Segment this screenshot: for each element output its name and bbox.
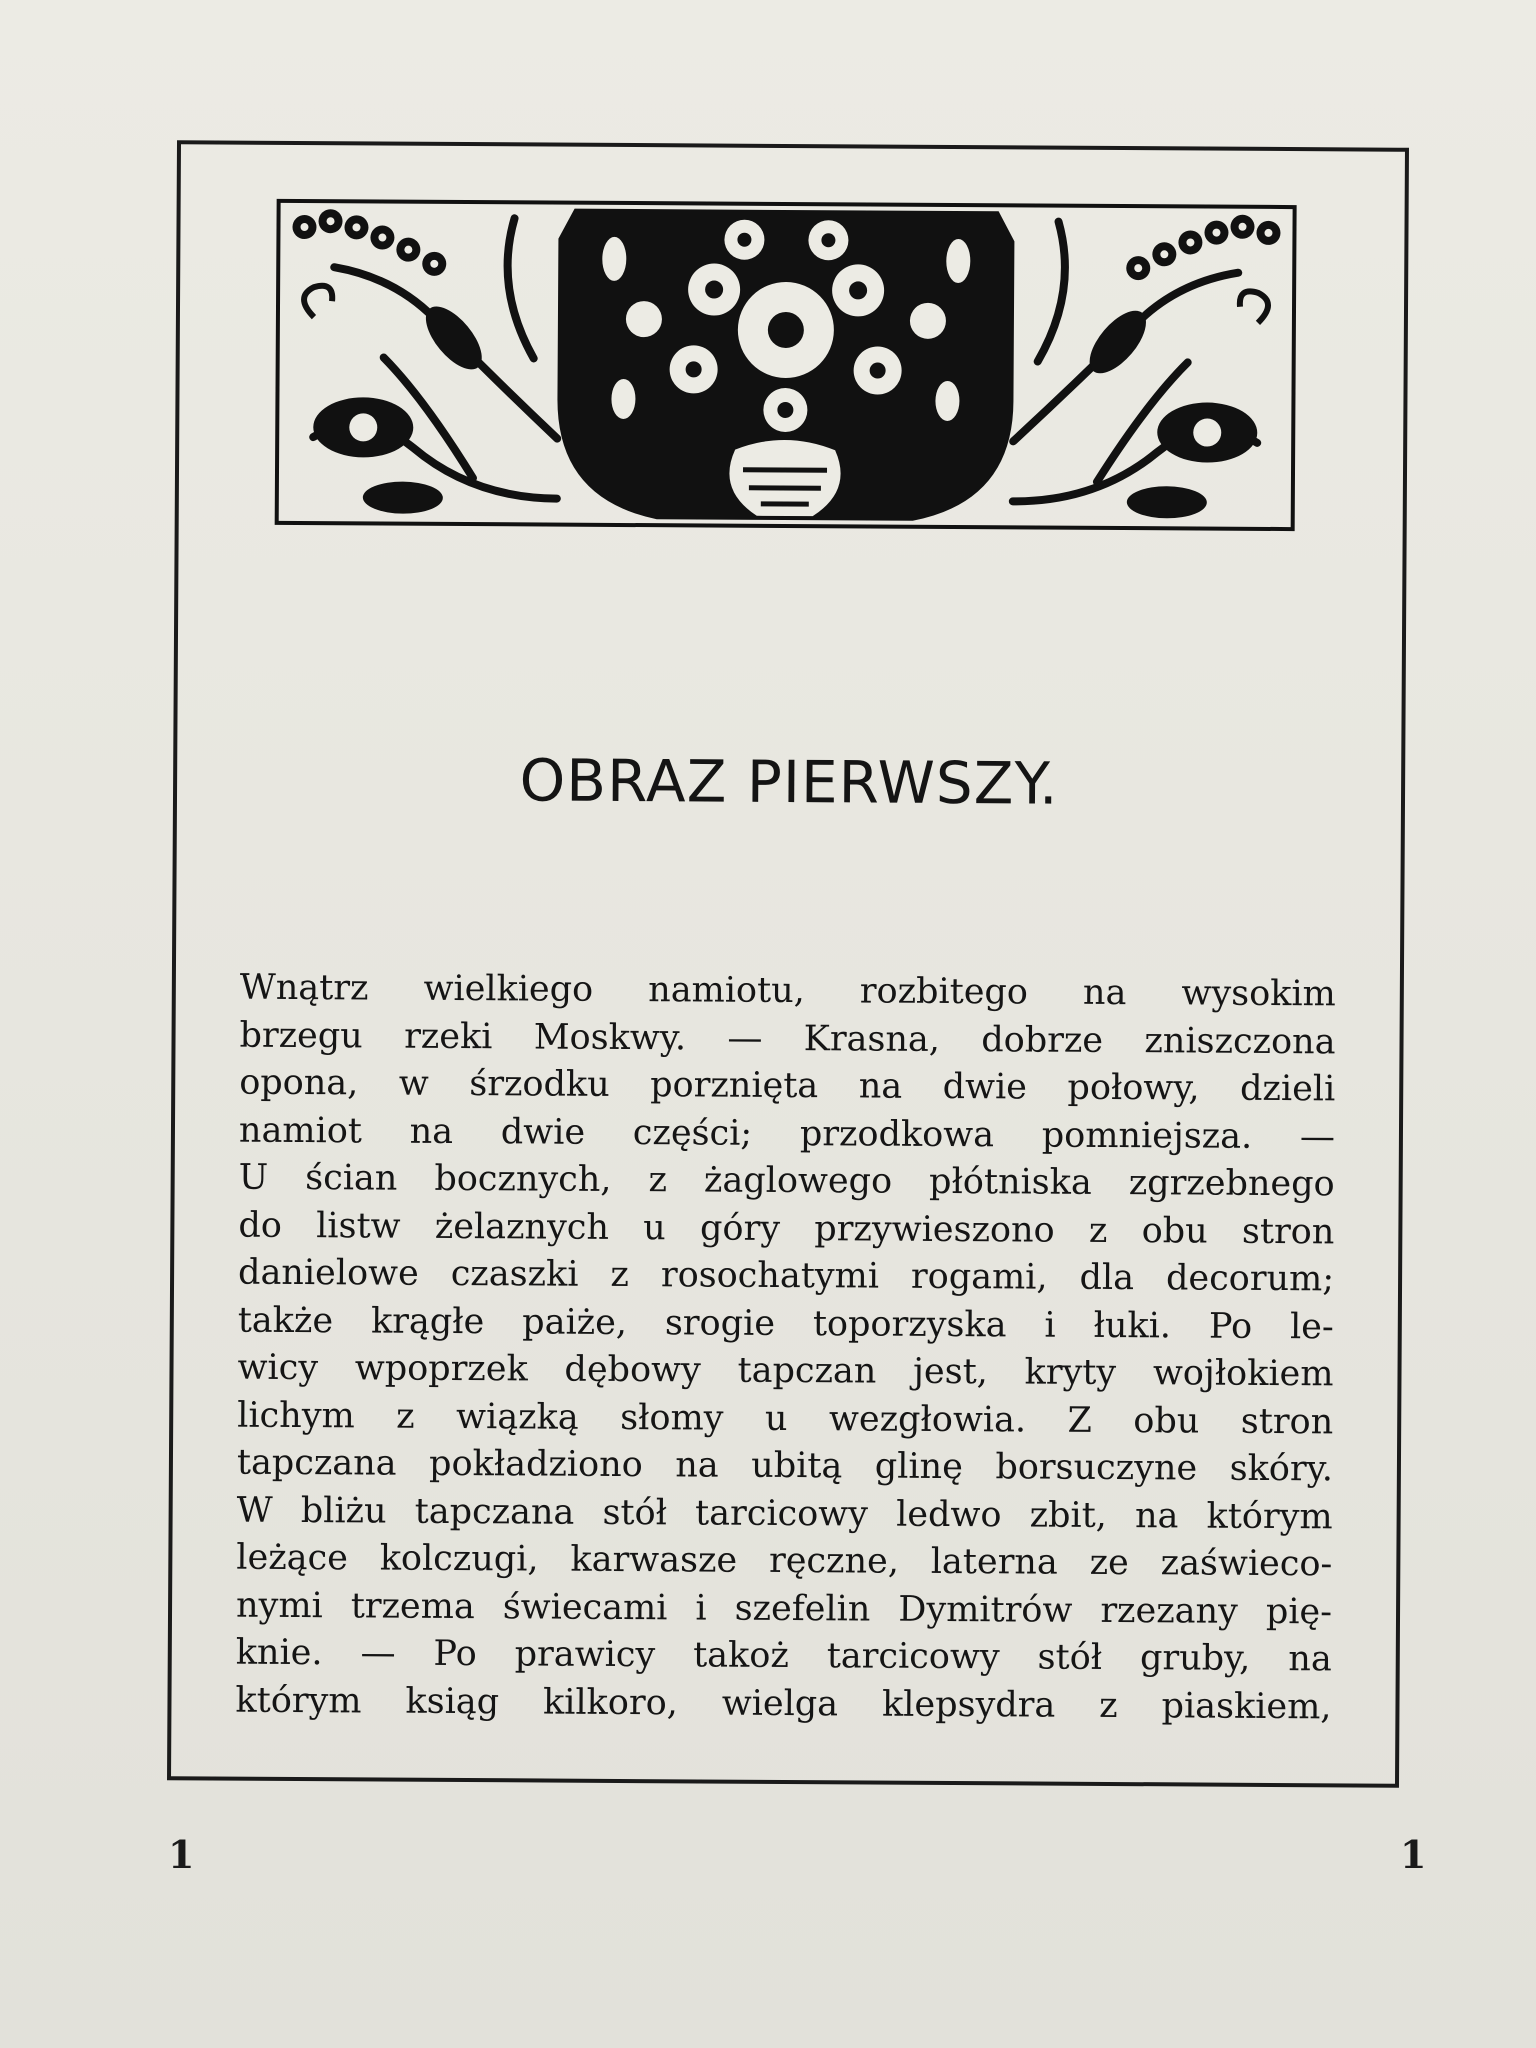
text-line: W bliżu tapczana stół tarcicowy ledwo zbit, na którym xyxy=(236,1490,1333,1537)
text-line: leżące kolczugi, karwasze ręczne, laterna ze zaświeco- xyxy=(236,1537,1333,1585)
text-line: nymi trzema świecami i szefelin Dymitrów rzezany pię- xyxy=(235,1585,1333,1632)
page-frame xyxy=(167,140,1409,1787)
text-line: Wnątrz wielkiego namiotu, rozbitego na wysokim xyxy=(239,967,1336,1015)
text-line: namiot na dwie części; przodkowa pomniejsza. — xyxy=(238,1110,1336,1157)
text-line: lichym z wiązką słomy u wezgłowia. Z obu stron xyxy=(237,1395,1334,1442)
text-line: do listw żelaznych u góry przywieszono z obu stron xyxy=(238,1205,1335,1252)
text-line: knie. — Po prawicy takoż tarcicowy stół gruby, na xyxy=(235,1632,1332,1680)
text-line: którym ksiąg kilkoro, wielga klepsydra z piaskiem, xyxy=(235,1680,1332,1727)
text-line: brzegu rzeki Moskwy. — Krasna, dobrze zniszczona xyxy=(239,1015,1336,1062)
text-line: U ścian bocznych, z żaglowego płótniska zgrzebnego xyxy=(238,1157,1335,1205)
page-number-right: 1 xyxy=(1400,1832,1427,1877)
text-line: wicy wpoprzek dębowy tapczan jest, kryty wojłokiem xyxy=(237,1347,1334,1395)
page-number-left: 1 xyxy=(168,1832,195,1877)
text-line: opona, w śrzodku porznięta na dwie połowy, dzieli xyxy=(239,1062,1336,1110)
chapter-title: OBRAZ PIERWSZY. xyxy=(519,746,1059,818)
text-line: także krągłe paiże, srogie toporzyska i łuki. Po le- xyxy=(237,1300,1334,1347)
text-line: danielowe czaszki z rosochatymi rogami, dla decorum; xyxy=(237,1252,1335,1300)
text-line: tapczana pokładziono na ubitą glinę borsuczyne skóry. xyxy=(236,1442,1334,1490)
body-text xyxy=(235,965,1336,1732)
floral-vase-headpiece-icon xyxy=(273,197,1299,533)
